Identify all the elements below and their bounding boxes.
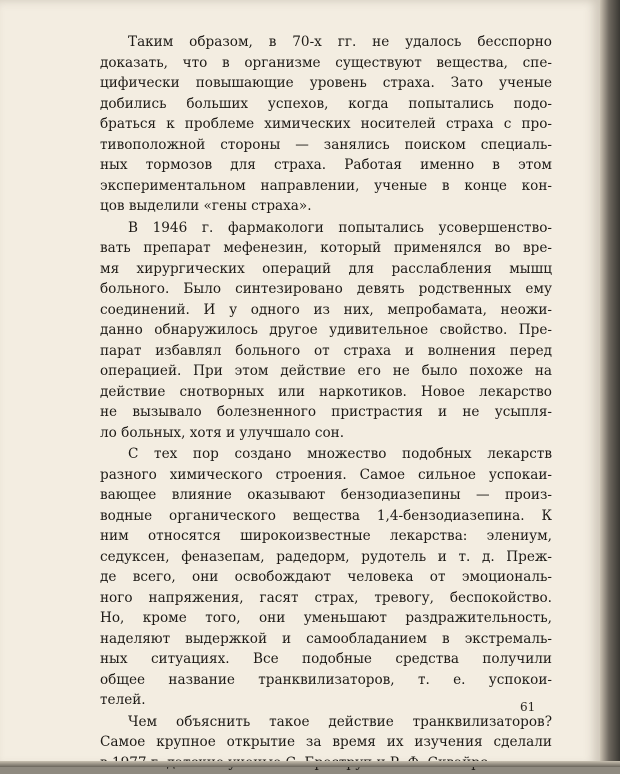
text-line: водные органического вещества 1,4-бензодиазепина. К xyxy=(100,507,552,524)
text-line: не вызывало болезненного пристрастия и не усыпля- xyxy=(100,404,552,420)
page-bottom-edge xyxy=(0,761,620,767)
text-line: доказать, что в организме существуют вещества, спе- xyxy=(100,54,552,71)
text-line: вать препарат мефенезин, который применялся во вре- xyxy=(100,240,552,256)
text-line: цифически повышающие уровень страха. Зато ученые xyxy=(100,75,552,91)
text-line: В 1946 г. фармакологи попытались усовершенство- xyxy=(128,219,552,236)
text-line: соединений. И у одного из них, мепробамата, неожи- xyxy=(100,301,552,318)
text-line: цов выделили «гены страха». xyxy=(100,198,312,214)
text-line: парат избавлял больного от страха и волнения перед xyxy=(100,342,552,359)
text-line: ных тормозов для страха. Работая именно в этом xyxy=(100,157,552,173)
paragraph-3 xyxy=(100,444,552,711)
text-line: мя хирургических операций для расслабления мышц xyxy=(100,260,552,277)
text-line: Самое крупное открытие за время их изучения сделали xyxy=(100,734,552,750)
text-line: данно обнаружилось другое удивительное свойство. Пре- xyxy=(100,322,552,338)
text-line: Чем объяснить такое действие транквилизаторов? xyxy=(128,713,552,730)
text-line: браться к проблеме химических носителей страха с про- xyxy=(100,116,552,132)
text-line: больного. Было синтезировано девять родственных ему xyxy=(100,281,552,297)
text-line: добились больших успехов, когда попытались подо- xyxy=(100,95,552,112)
page-number: 61 xyxy=(520,700,536,714)
text-line: тивоположной стороны — занялись поиском специаль- xyxy=(100,136,552,153)
text-line: общее название транквилизаторов, т. е. успокои- xyxy=(100,671,552,688)
text-line: Но, кроме того, они уменьшают раздражительность, xyxy=(100,610,552,626)
text-line: ним относятся широкоизвестные лекарства: элениум, xyxy=(100,528,552,544)
text-line: седуксен, феназепам, радедорм, рудотель и т. д. Преж- xyxy=(100,548,552,565)
text-line: вающее влияние оказывают бензодиазепины — произ- xyxy=(100,487,552,503)
text-line: экспериментальном направлении, ученые в конце кон- xyxy=(100,177,552,194)
book-spine xyxy=(600,0,620,767)
body-text xyxy=(100,32,552,774)
text-line: телей. xyxy=(100,692,146,708)
text-line: ло больных, хотя и улучшало сон. xyxy=(100,424,345,441)
text-line: де всего, они освобождают человека от эмоциональ- xyxy=(100,569,552,585)
text-line: наделяют выдержкой и самообладанием в экстремаль- xyxy=(100,630,552,647)
text-line: действие снотворных или наркотиков. Новое лекарство xyxy=(100,383,552,400)
paragraph-2 xyxy=(100,218,552,444)
text-line: Таким образом, в 70-х гг. не удалось бесспорно xyxy=(128,34,552,50)
text-line: С тех пор создано множество подобных лекарств xyxy=(128,446,552,462)
text-line: операцией. При этом действие его не было похоже на xyxy=(100,363,552,379)
text-line: ных ситуациях. Все подобные средства получили xyxy=(100,651,552,667)
paragraph-1 xyxy=(100,32,552,217)
text-line: разного химического строения. Самое сильное успокаи- xyxy=(100,466,552,483)
text-line: ного напряжения, гасят страх, тревогу, беспокойство. xyxy=(100,589,552,606)
